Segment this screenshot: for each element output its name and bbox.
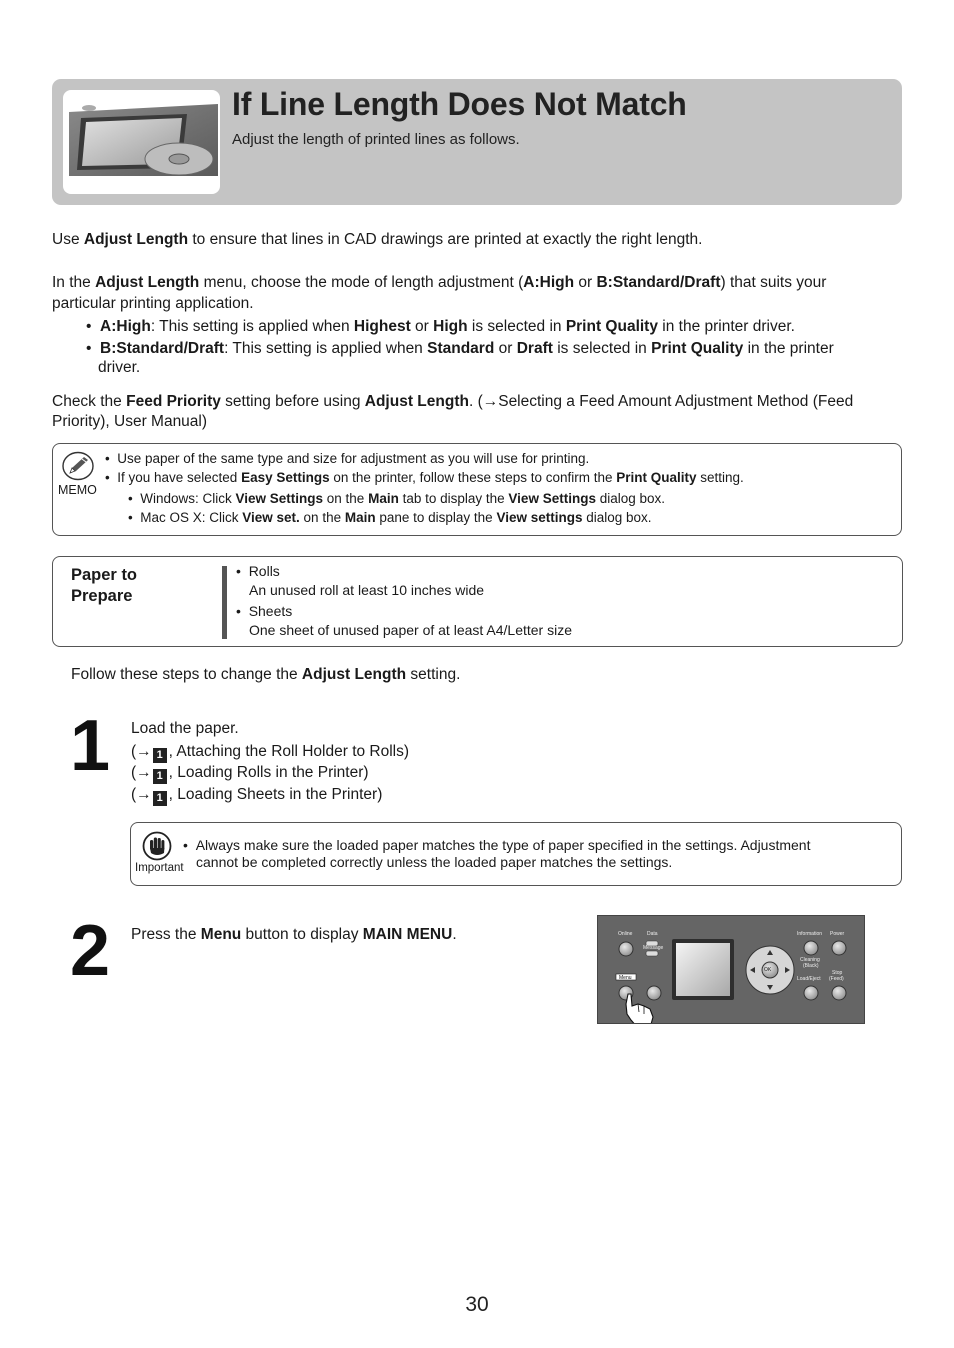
memo-item-1: • Use paper of the same type and size for adjustment as you will use for printing. (105, 451, 590, 466)
memo-subitem-mac: • Mac OS X: Click View set. on the Main pane to display the View settings dialog box. (128, 510, 652, 525)
panel-label-information: Information (797, 931, 823, 937)
panel-label-stop: Stop (832, 970, 843, 976)
intro-paragraph-1: Use Adjust Length to ensure that lines in CAD drawings are printed at exactly the right length. (52, 231, 703, 248)
ref-number-badge: 1 (153, 769, 167, 784)
panel-label-message: Message (643, 945, 664, 951)
panel-label-stop-sub: (Feed) (829, 976, 844, 982)
step-1-ref-roll-holder[interactable]: (→ 1 , Attaching the Roll Holder to Rolls) (131, 743, 410, 761)
intro-paragraph-2: In the Adjust Length menu, choose the mode of length adjustment (A:High or B:Standard/Draft) that suits your (52, 274, 827, 291)
step-1-number: 1 (70, 706, 111, 786)
paper-item-rolls: • Rolls (236, 563, 280, 579)
printer-control-panel (597, 915, 865, 1024)
memo-subitem-windows: • Windows: Click View Settings on the Main tab to display the View Settings dialog box. (128, 491, 666, 506)
step-1-ref-loading-rolls[interactable]: (→ 1 , Loading Rolls in the Printer) (131, 764, 369, 782)
page-title: If Line Length Does Not Match (232, 86, 687, 122)
step-1-text: Load the paper. (131, 720, 239, 737)
panel-label-power: Power (830, 931, 845, 937)
panel-label-ok: OK (764, 967, 772, 973)
memo-label: MEMO (58, 483, 97, 497)
ref-number-badge: 1 (153, 791, 167, 806)
panel-label-online: Online (618, 931, 633, 937)
step-2-number: 2 (70, 911, 111, 991)
mode-bullet-standard: • B:Standard/Draft: This setting is applied when Standard or Draft is selected in Print Quality in the printer (86, 340, 834, 357)
step-2-text: Press the Menu button to display MAIN MENU. (131, 926, 457, 943)
memo-item-2: • If you have selected Easy Settings on the printer, follow these steps to confirm the Print Quality setting. (105, 470, 744, 485)
important-hand-icon (142, 831, 172, 866)
important-line-1: • Always make sure the loaded paper matches the type of paper specified in the settings. Adjustment (183, 837, 811, 853)
step-1-ref-loading-sheets[interactable]: (→ 1 , Loading Sheets in the Printer) (131, 786, 383, 804)
paper-item-rolls-desc: An unused roll at least 10 inches wide (249, 582, 485, 598)
mode-bullet-standard-line-2: driver. (98, 359, 141, 376)
mode-bullet-high: • A:High: This setting is applied when Highest or High is selected in Print Quality in the printer driver. (86, 318, 795, 335)
paper-to-prepare-label: Paper to Prepare (71, 566, 138, 605)
follow-steps-text: Follow these steps to change the Adjust Length setting. (71, 666, 461, 683)
panel-label-menu: Menu (619, 975, 632, 981)
paper-item-sheets-desc: One sheet of unused paper of at least A4/Letter size (249, 622, 572, 638)
page-subtitle: Adjust the length of printed lines as follows. (232, 131, 520, 148)
paper-divider-bar (222, 566, 227, 639)
panel-label-load-eject: Load/Eject (797, 976, 821, 982)
page-number: 30 (465, 1293, 489, 1316)
panel-label-cleaning-sub: (Black) (803, 963, 819, 969)
paper-item-sheets: • Sheets (236, 603, 293, 619)
important-line-2: cannot be completed correctly unless the loaded paper matches the settings. (196, 854, 673, 870)
important-label: Important (135, 862, 184, 874)
control-panel-thumbnail (63, 90, 220, 194)
memo-pencil-icon (62, 451, 94, 486)
intro-paragraph-2-line-2: particular printing application. (52, 295, 254, 312)
intro-paragraph-3-line-2: Priority), User Manual) (52, 413, 208, 430)
intro-paragraph-3: Check the Feed Priority setting before using Adjust Length. (→Selecting a Feed Amount Adjustment Method (Feed (52, 393, 854, 410)
panel-label-cleaning: Cleaning (800, 957, 820, 963)
panel-label-data: Data (647, 931, 658, 937)
ref-number-badge: 1 (153, 748, 167, 763)
